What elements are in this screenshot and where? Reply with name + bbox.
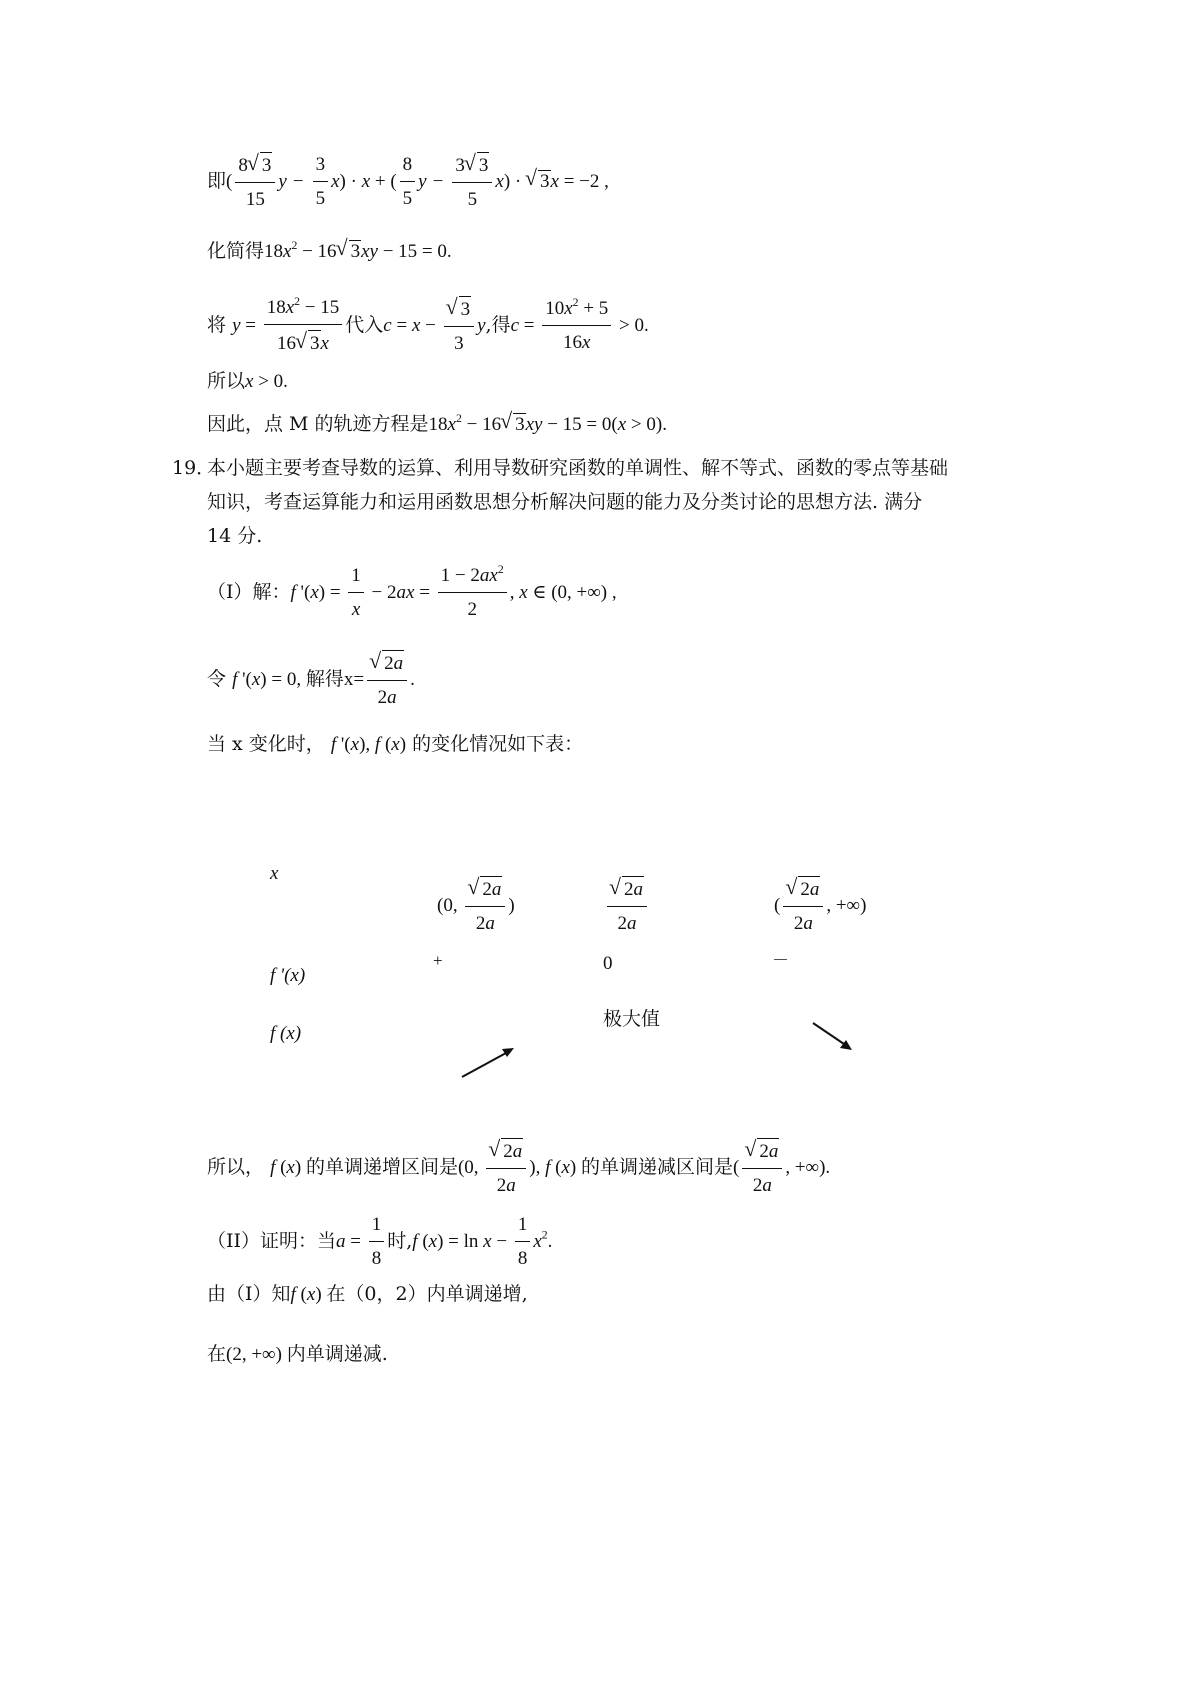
equation-line-1: 即( $\frac{8√ 3}{15}$ y − $\frac{3}{5}$ x) · x + ( $\frac{8}{5}$ y − $\frac{3√ 3}{5}$ x) · √ 3x = −2 , <box>207 152 609 212</box>
table-row-x-label: x <box>270 863 279 884</box>
line3-de: ,得 <box>485 313 511 336</box>
part1-derivative: （I）解：f '(x) = $\frac{1}{x}$ − 2ax = $\frac{1 - 2ax^2}{2}$ , x ∈ (0, +∞) , <box>207 562 617 620</box>
fraction: $\frac{1}{8}$ <box>515 1213 531 1271</box>
fraction: √ $\frac{2a}{2a}$ <box>486 1138 526 1198</box>
fraction: $\frac{8√ 3}{15}$ <box>235 152 275 212</box>
last-a: 在 <box>207 1343 227 1365</box>
fraction: √ $\frac{2a}{2a}$ <box>465 876 505 936</box>
from-part1-increasing: 由（I）知f (x) 在（0，2）内单调递增, <box>207 1283 528 1305</box>
fraction: $\frac{8}{5}$ <box>400 153 416 211</box>
table-intro: 当 x 变化时， f '(x), f (x) 的变化情况如下表： <box>207 733 584 755</box>
conclusion-a: 所以， <box>207 1155 265 1178</box>
table-intro-b: 的变化情况如下表： <box>412 733 584 755</box>
last-b: 内单调递减. <box>286 1343 388 1365</box>
set-derivative-zero: 令 f '(x) = 0, 解得x= √ $\frac{2a}{2a}$ . <box>207 650 415 710</box>
equation-line-3: 将 y = $\frac{18x^2 - 15}{16√ 3x}$ 代入c = x − √ $\frac{3}{3}$ y,得c = $\frac{10x^2 + 5}{16x}$ > 0. <box>207 296 649 356</box>
equation-line-5: 因此，点 M 的轨迹方程是$18x^2 - 16√$ 3xy − 15 = 0(x > 0). <box>207 413 667 434</box>
fraction: $\frac{1}{x}$ <box>348 564 364 622</box>
part2-statement: （II）证明：当a = $\frac{1}{8}$ 时,f (x) = ln x − $\frac{1}{8}$ $x^2$. <box>207 1214 553 1269</box>
line3-jiang: 将 <box>207 313 227 336</box>
line1-prefix: 即 <box>207 169 227 192</box>
fraction: √ $\frac{3}{3}$ <box>444 296 475 356</box>
fraction: √ $\frac{2a}{2a}$ <box>783 876 823 936</box>
fraction: √ $\frac{2a}{2a}$ <box>742 1138 782 1198</box>
table-critical-point <box>604 876 650 936</box>
table-max-label: 极大值 <box>603 1008 661 1030</box>
fraction: $\frac{3√ 3}{5}$ <box>452 152 492 212</box>
table-interval-1: (0, √ $\frac{2a}{2a}$ ) <box>437 876 515 936</box>
table-row-fprime-label: f '(x) <box>270 965 306 986</box>
fraction: $\frac{3}{5}$ <box>313 153 329 211</box>
question-number: 19． <box>172 457 216 479</box>
equation-line-4: 所以x > 0. <box>207 370 288 392</box>
question-19-intro: 本小题主要考查导数的运算、利用导数研究函数的单调性、解不等式、函数的零点等基础知识，考查运算能力和运用函数思想分析解决问题的能力及分类讨论的思想方法. 满分 14 分. <box>207 457 949 547</box>
fraction: $\frac{18x^2 - 15}{16√ 3x}$ <box>264 296 343 356</box>
fraction: $\frac{1 - 2ax^2}{2}$ <box>438 564 507 622</box>
monotonic-intervals-conclusion: 所以， f (x) 的单调递增区间是(0, √ $\frac{2a}{2a}$ ), f (x) 的单调递减区间是( √ $\frac{2a}{2a}$ , +∞). <box>207 1138 830 1198</box>
conclusion-b: 的单调递增区间是 <box>305 1155 458 1178</box>
part2-label: （II）证明：当 <box>207 1229 337 1252</box>
table-row-f-label: f (x) <box>270 1023 302 1044</box>
line3-daiinto: 代入 <box>345 313 384 336</box>
fraction: √ $\frac{2a}{2a}$ <box>367 650 407 710</box>
from1-a: 由（I）知 <box>207 1283 291 1305</box>
fraction: √ $\frac{2a}{2a}$ <box>607 876 647 936</box>
equation-line-2: 化简得$18x^2 - 16√$ 3xy − 15 = 0. <box>207 240 452 261</box>
part2-time: 时, <box>387 1229 413 1252</box>
solve-text: 解得 <box>305 667 344 690</box>
table-sign-minus: － <box>772 951 789 970</box>
increasing-arrow-icon <box>460 1044 520 1084</box>
line2-text: 化简得 <box>207 240 265 262</box>
table-intro-a: 当 x 变化时， <box>207 733 325 755</box>
table-sign-zero: 0 <box>603 953 613 974</box>
table-interval-2: ( √ $\frac{2a}{2a}$ , +∞) <box>774 876 866 936</box>
part1-label: （I）解： <box>207 580 291 603</box>
set-zero-text: 令 <box>207 667 227 690</box>
from1-b: 在（0，2）内单调递增, <box>326 1283 528 1305</box>
fraction: $\frac{10x^2 + 5}{16x}$ <box>542 297 611 355</box>
decreasing-interval-line: 在(2, +∞) 内单调递减. <box>207 1343 388 1365</box>
decreasing-arrow-icon <box>811 1020 861 1056</box>
conclusion-c: 的单调递减区间是 <box>580 1155 733 1178</box>
fraction: $\frac{1}{8}$ <box>369 1213 385 1271</box>
line4-text: 所以 <box>207 370 246 392</box>
table-sign-plus: + <box>433 951 443 970</box>
line5-text: 因此，点 M 的轨迹方程是 <box>207 413 429 435</box>
